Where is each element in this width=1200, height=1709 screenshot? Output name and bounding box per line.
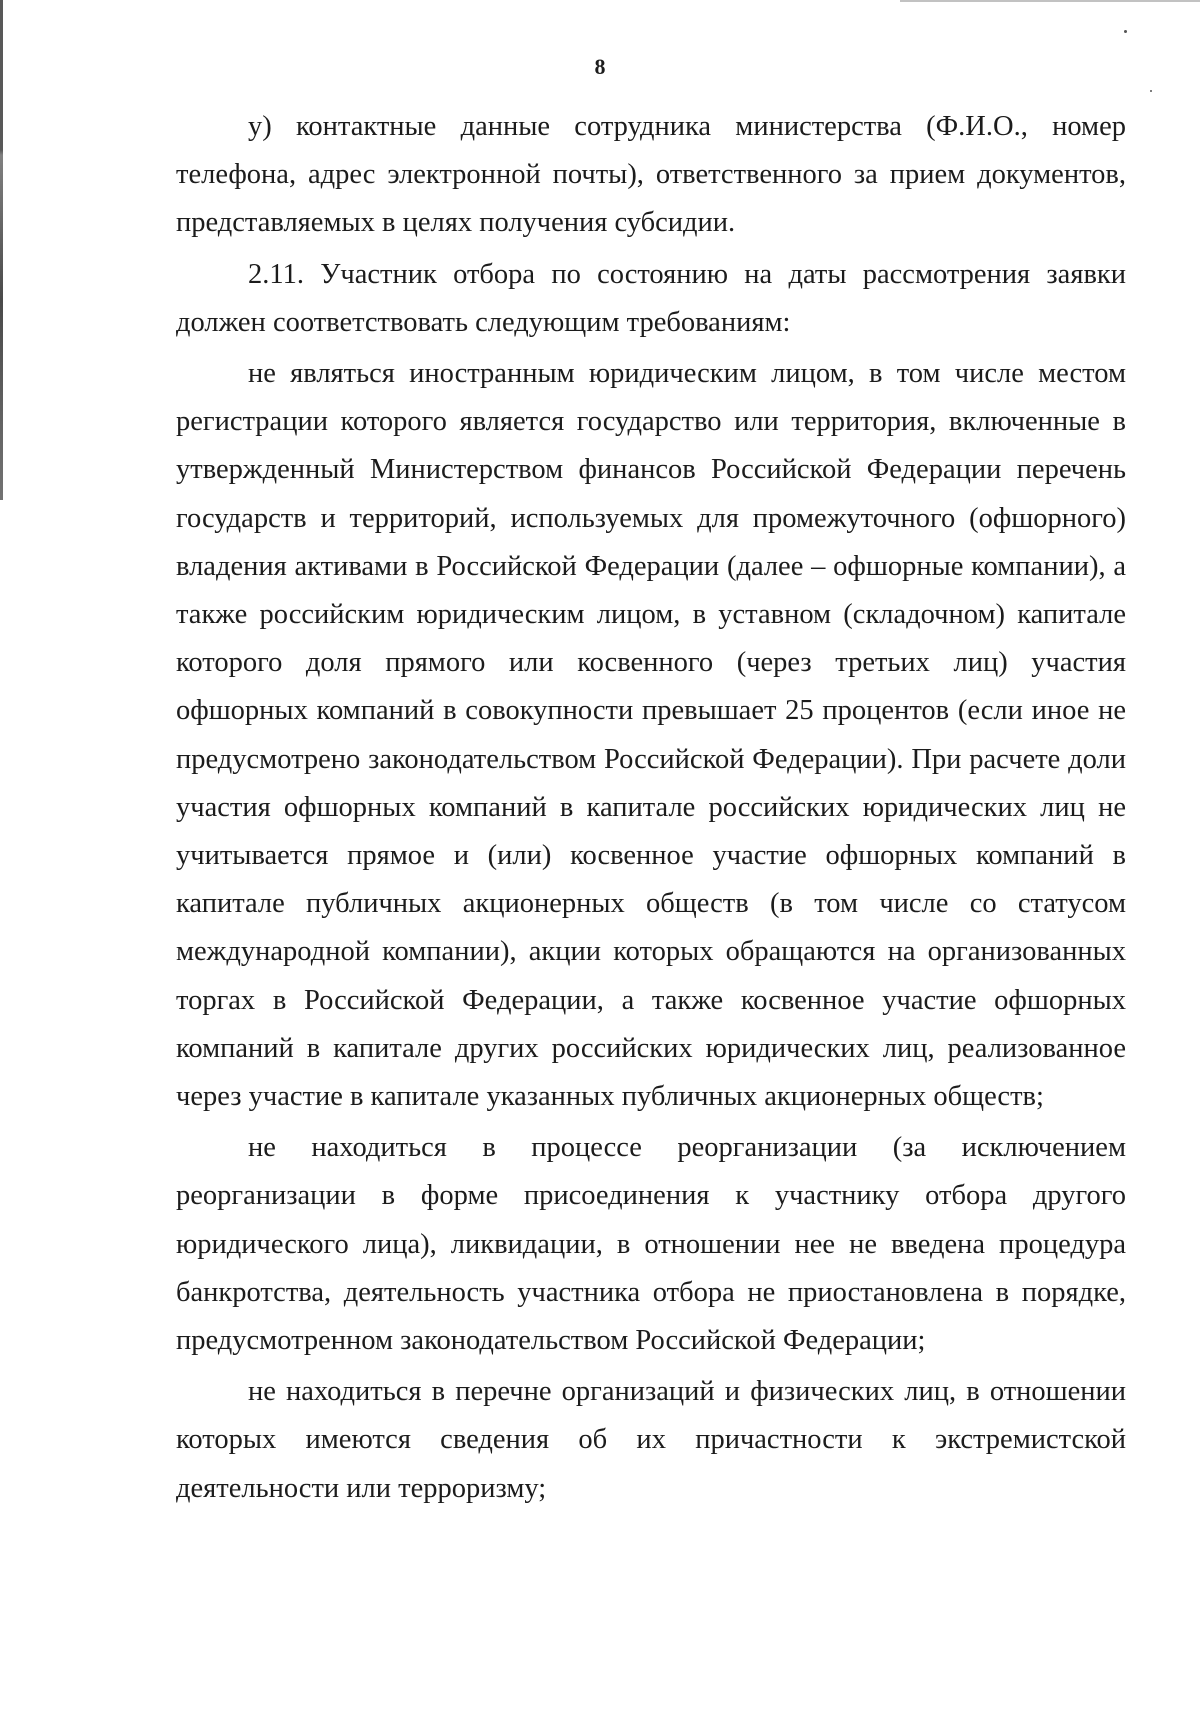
document-body bbox=[176, 103, 1126, 1516]
paragraph-contact-details: у) контактные данные сотрудника министерства (Ф.И.О., номер телефона, адрес электронной почты), ответственного за прием документов, представляемых в целях получения субсидии. bbox=[176, 111, 1126, 239]
page-number: 8 bbox=[594, 54, 606, 79]
paragraph-offshore-requirement: не являться иностранным юридическим лицом, в том числе местом регистрации которого является государство или территория, включенные в утвержденный Министерством финансов Российской Федерации перечень государств и территорий, используемых для промежуточного (офшорного) владения активами в Российской Федерации (далее – офшорные компании), а также российским юридическим лицом, в уставном (складочном) капитале которого доля прямого или косвенного (через третьих лиц) участия офшорных компаний в совокупности превышает 25 процентов (если иное не предусмотрено законодательством Российской Федерации). При расчете доли участия офшорных компаний в капитале российских юридических лиц не учитывается прямое и (или) косвенное участие офшорных компаний в капитале публичных акционерных обществ (в том числе со статусом международной компании), акции которых обращаются на организованных торгах в Российской Федерации, а также косвенное участие офшорных компаний в капитале других российских юридических лиц, реализованное через участие в капитале указанных публичных акционерных обществ; bbox=[176, 358, 1126, 1113]
paragraph-reorganization-requirement: не находиться в процессе реорганизации (за исключением реорганизации в форме присоединения к участнику отбора другого юридического лица), ликвидации, в отношении нее не введена процедура банкротства, деятельность участника отбора не приостановлена в порядке, предусмотренном законодательством Российской Федерации; bbox=[176, 1132, 1126, 1357]
paragraph-requirements-intro: 2.11. Участник отбора по состоянию на даты рассмотрения заявки должен соответствовать следующим требованиям: bbox=[176, 258, 1126, 338]
scan-speck bbox=[1150, 90, 1152, 92]
scan-speck bbox=[1124, 30, 1127, 33]
paragraph-extremism-requirement: не находиться в перечне организаций и физических лиц, в отношении которых имеются сведения об их причастности к экстремистской деятельности или терроризму; bbox=[176, 1376, 1126, 1504]
scan-edge-top bbox=[900, 0, 1200, 2]
